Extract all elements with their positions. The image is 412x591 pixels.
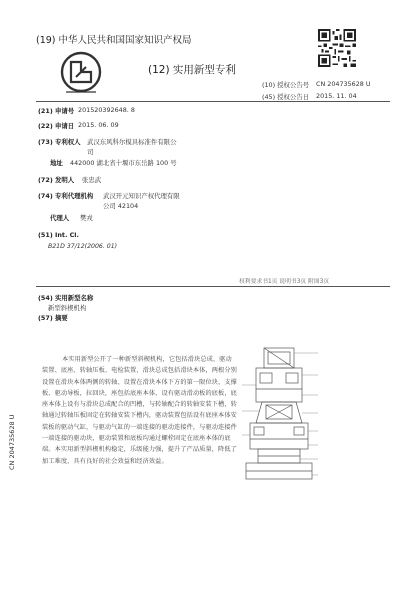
agency-label: (74) 专利代理机构: [38, 192, 94, 200]
agent: 樊戎: [80, 214, 93, 222]
cnipa-logo: [58, 50, 104, 100]
patentee-cont: 司: [87, 148, 94, 156]
inventor-label: (72) 发明人: [38, 176, 75, 184]
section-rule: [36, 286, 390, 287]
grant-date-label: (45) 授权公告日: [262, 93, 310, 101]
agency: 武汉开元知识产权代理有限: [103, 192, 180, 200]
address-label: 地址: [50, 159, 63, 167]
int-cl-label: (51) Int. Cl.: [38, 231, 79, 239]
abstract-label: (57) 摘要: [38, 314, 68, 322]
inventor: 张忠武: [82, 176, 102, 184]
patentee-label: (73) 专利权人: [38, 138, 81, 146]
qr-code: [318, 29, 356, 67]
grant-date: 2015. 11. 04: [316, 92, 357, 100]
header-rule: [36, 101, 390, 102]
agency-cont: 公司 42104: [103, 202, 139, 210]
agent-label: 代理人: [50, 214, 70, 222]
grant-no-label: (10) 授权公告号: [262, 81, 310, 89]
abstract-drawing: [242, 345, 320, 483]
side-publication-number: CN 204735628 U: [8, 414, 16, 470]
page-count-info: 权利要求书1页 说明书3页 附图3页: [239, 279, 330, 285]
application-no: 201520392648. 8: [78, 106, 135, 114]
abstract-text: 本实用新型公开了一种新型斜楔机构，它包括滑块总成、驱动装置、底座、转轴压板、电检装置，滑块总成包括滑块本体，两根分别设置在滑块本体两侧的转轴、设置在滑块本体下方的第一限位块、支撑板、驱动导板，拉回块，座包括底座本体，设有驱动滑动板的底板，底座本体上设有与滑块总成配合的凹槽，与转轴配合的转轴安装下槽，转轴通过转轴压板固定在转轴安装下槽内，驱动装置包括设有底座本体安装板的驱动气缸，与驱动气缸的一端连接的驱动连接件，与驱动连接件一端连接的驱动块，驱动装置和底板均通过螺栓固定在底座本体的底端。本实用新型斜楔机构稳定，乐级能力强，提升了产品质量，降低了加工难度，具有良好的社会效益和经济效益。: [42, 356, 237, 465]
ipc-classification: B21D 37/12(2006. 01): [48, 243, 118, 250]
application-date-label: (22) 申请日: [38, 122, 75, 130]
grant-no: CN 204735628 U: [316, 80, 371, 88]
application-no-label: (21) 申请号: [38, 107, 75, 115]
issuing-office: (19) 中华人民共和国国家知识产权局: [36, 35, 192, 46]
patent-type-title: (12) 实用新型专利: [148, 64, 236, 76]
utility-name-label: (54) 实用新型名称: [38, 294, 94, 302]
address: 442000 湖北省十堰市东岳路 100 号: [70, 159, 177, 167]
patentee: 武汉东风科尔模具标准件有限公: [87, 138, 177, 146]
utility-name: 新型斜楔机构: [48, 304, 87, 312]
application-date: 2015. 06. 09: [78, 121, 119, 129]
